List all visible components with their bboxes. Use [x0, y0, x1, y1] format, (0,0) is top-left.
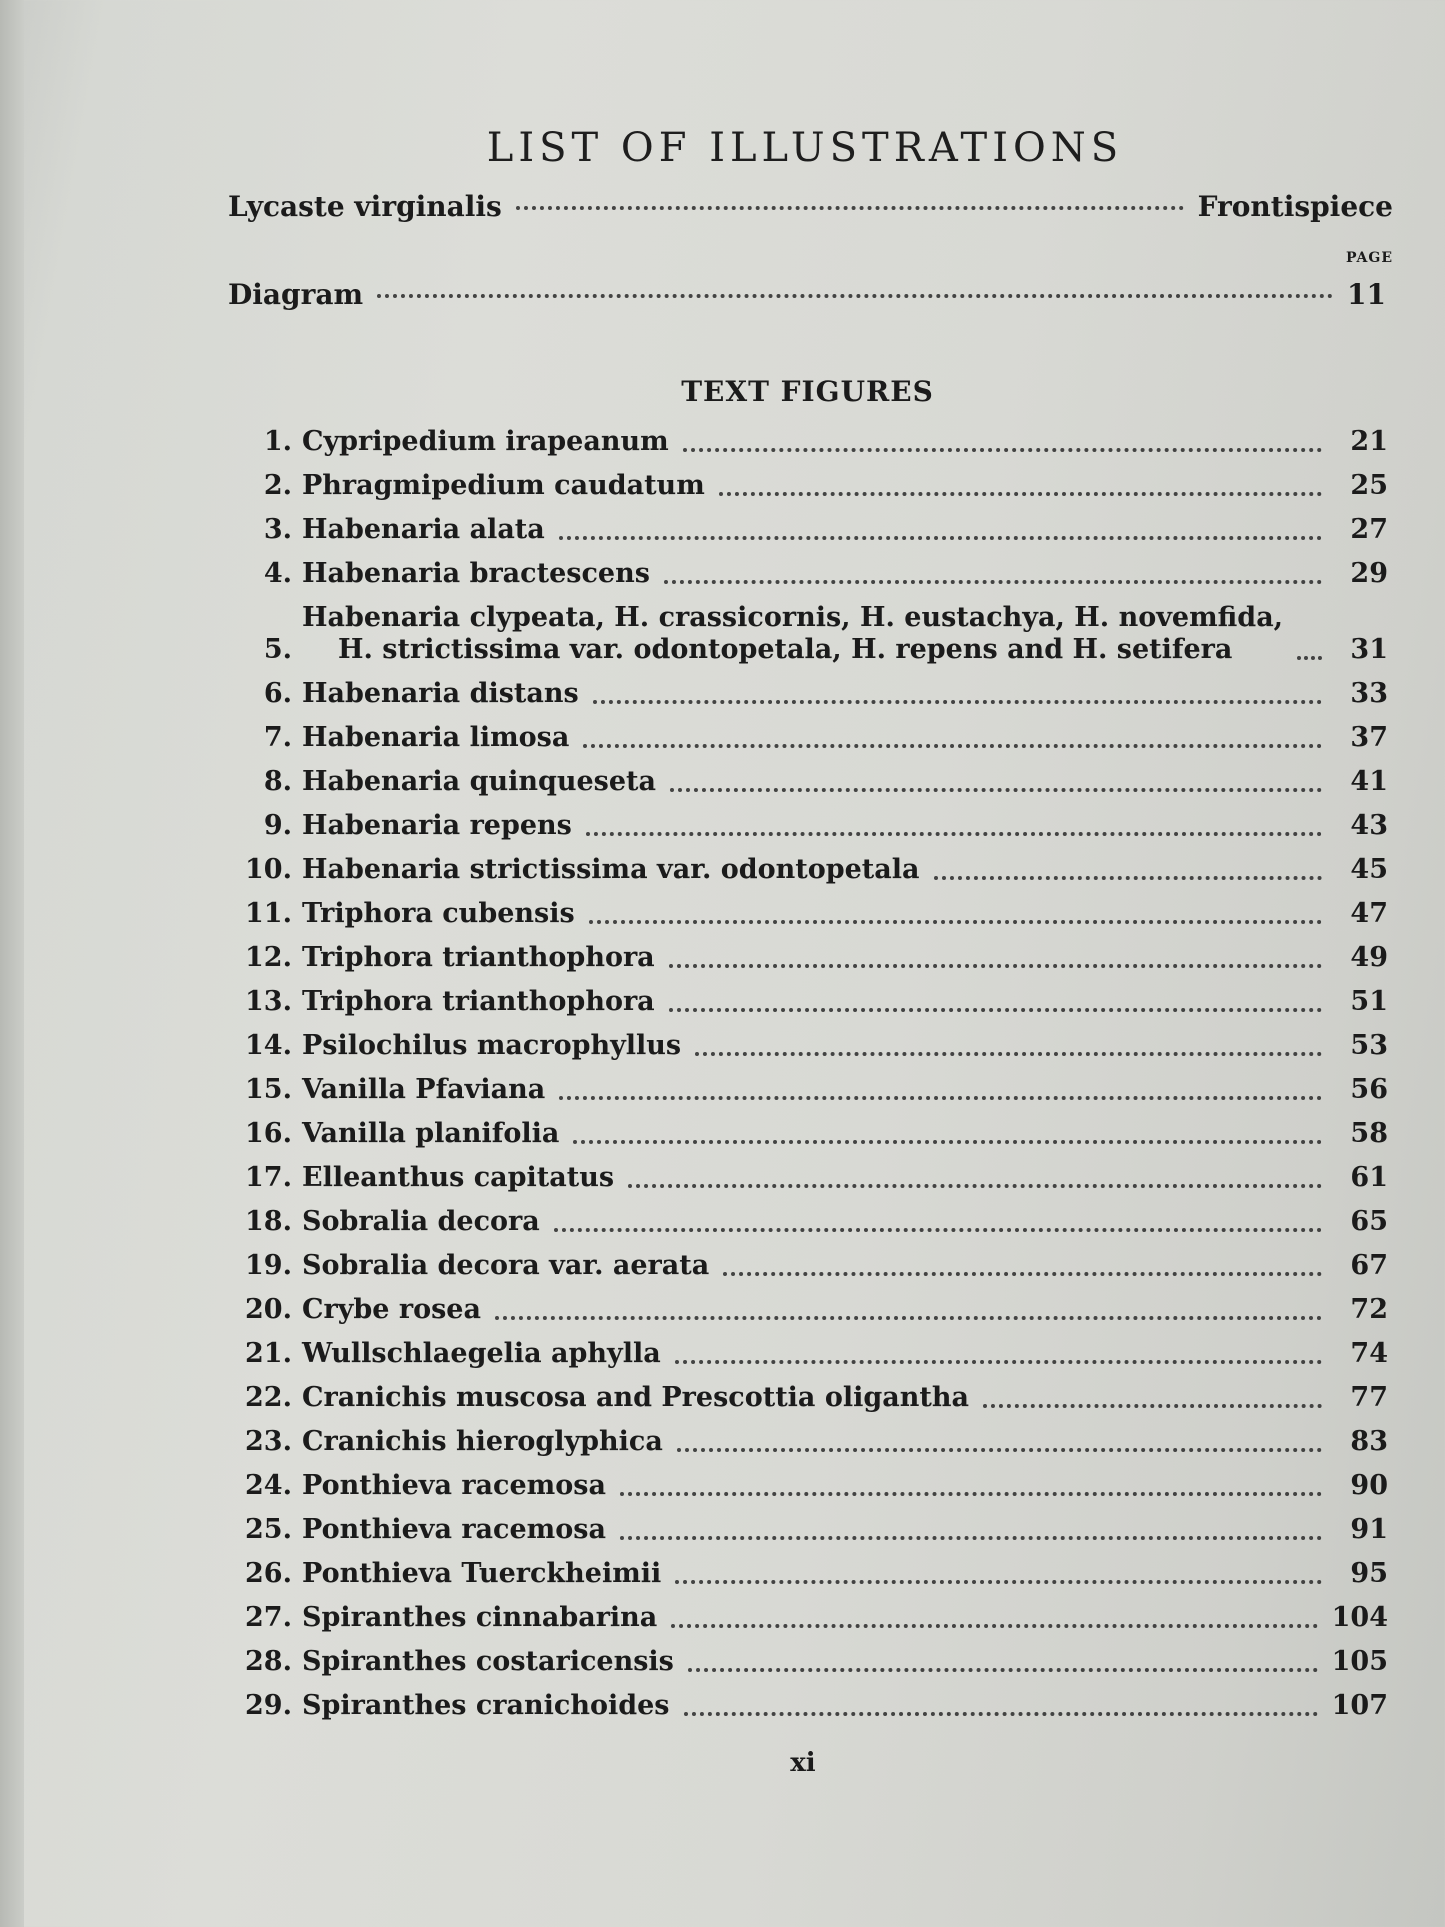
figure-entry	[228, 1470, 1388, 1502]
diagram-label: Diagram	[228, 278, 364, 311]
dot-leader	[559, 536, 1322, 540]
figure-number: 19.	[245, 1250, 292, 1281]
figure-entry	[228, 1514, 1388, 1546]
figure-number: 15.	[245, 1074, 292, 1105]
figure-number: 17.	[245, 1162, 292, 1193]
frontispiece-entry	[228, 190, 1393, 223]
figure-number: 18.	[245, 1206, 292, 1237]
figure-page: 37	[1350, 722, 1388, 753]
figure-title	[302, 1690, 670, 1722]
figure-page: 29	[1350, 558, 1388, 589]
figure-title-line: Psilochilus macrophyllus	[302, 1030, 682, 1061]
figure-number: 11.	[245, 898, 292, 929]
dot-leader	[664, 580, 1322, 584]
figure-title	[302, 678, 579, 710]
figure-page: 21	[1350, 426, 1388, 457]
figure-title-line: Cypripedium irapeanum	[302, 426, 669, 457]
diagram-entry	[228, 278, 1386, 311]
figure-title-line: Triphora cubensis	[302, 898, 575, 929]
figure-number: 1.	[263, 426, 292, 457]
figure-entry	[228, 1074, 1388, 1106]
figure-title-line: Ponthieva Tuerckheimii	[302, 1558, 662, 1589]
figure-number: 2.	[263, 470, 292, 501]
figure-title	[302, 722, 569, 754]
dot-leader	[516, 206, 1184, 210]
figure-title	[302, 1470, 606, 1502]
page-title: LIST OF ILLUSTRATIONS	[486, 124, 1124, 171]
figure-entry	[228, 942, 1388, 974]
figure-title-line: Triphora trianthophora	[302, 942, 655, 973]
figure-number: 12.	[245, 942, 292, 973]
figure-page: 67	[1350, 1250, 1388, 1281]
figure-page: 56	[1350, 1074, 1388, 1105]
figure-entry	[228, 986, 1388, 1018]
figure-title	[302, 1558, 661, 1590]
figure-title	[302, 1074, 545, 1106]
dot-leader	[669, 1008, 1322, 1012]
figure-entry	[228, 678, 1388, 710]
figure-title	[302, 1602, 657, 1634]
figure-page: 77	[1350, 1382, 1388, 1413]
figure-title-line: Ponthieva racemosa	[302, 1470, 606, 1501]
figure-title-line: Crybe rosea	[302, 1294, 481, 1325]
section-title: TEXT FIGURES	[681, 375, 934, 408]
figure-page: 47	[1350, 898, 1388, 929]
figure-page: 90	[1350, 1470, 1388, 1501]
figure-title-line: Spiranthes cinnabarina	[302, 1602, 658, 1633]
figure-title-line: Habenaria strictissima var. odontopetala	[302, 854, 920, 885]
figure-entry	[228, 514, 1388, 546]
figure-entry	[228, 1646, 1388, 1678]
figure-page: 45	[1350, 854, 1388, 885]
figure-title-line: Vanilla Pfaviana	[302, 1074, 546, 1105]
dot-leader	[593, 700, 1322, 704]
figure-title	[302, 1118, 559, 1150]
dot-leader	[1297, 656, 1322, 660]
figure-entry	[228, 1294, 1388, 1326]
figure-title-line: Habenaria alata	[302, 514, 545, 545]
dot-leader	[683, 448, 1322, 452]
figure-title	[302, 1162, 614, 1194]
figure-page: 83	[1350, 1426, 1388, 1457]
dot-leader	[723, 1272, 1322, 1276]
figure-page: 107	[1331, 1690, 1388, 1721]
figure-number: 3.	[263, 514, 292, 545]
figure-title-line: Elleanthus capitatus	[302, 1162, 615, 1193]
figure-page: 49	[1350, 942, 1388, 973]
figure-number: 6.	[263, 678, 292, 709]
figure-number: 21.	[245, 1338, 292, 1369]
figure-title-line: Triphora trianthophora	[302, 986, 655, 1017]
figure-title-line: Cranichis hieroglyphica	[302, 1426, 663, 1457]
dot-leader	[620, 1492, 1322, 1496]
page-number: xi	[790, 1748, 816, 1778]
figure-title-line: Spiranthes cranichoides	[302, 1690, 670, 1721]
figure-number: 22.	[245, 1382, 292, 1413]
figure-page: 25	[1350, 470, 1388, 501]
figure-title	[302, 1250, 709, 1282]
dot-leader	[675, 1360, 1322, 1364]
dot-leader	[573, 1140, 1322, 1144]
figure-number: 10.	[245, 854, 292, 885]
figure-entry	[228, 1030, 1388, 1062]
figure-number: 5.	[263, 634, 292, 665]
figure-number: 24.	[245, 1470, 292, 1501]
figure-title	[302, 1514, 606, 1546]
figure-title	[302, 898, 575, 930]
figure-title-line: Habenaria clypeata, H. crassicornis, H. eustachya, H. novemfida,	[302, 602, 1284, 633]
dot-leader	[495, 1316, 1322, 1320]
figure-title-line: Sobralia decora	[302, 1206, 540, 1237]
figure-number: 23.	[245, 1426, 292, 1457]
figure-page: 31	[1350, 634, 1388, 665]
figure-page: 51	[1350, 986, 1388, 1017]
dot-leader	[586, 832, 1322, 836]
figure-entry	[228, 810, 1388, 842]
frontispiece-position: Frontispiece	[1197, 190, 1393, 223]
figure-title	[302, 1206, 540, 1238]
figure-number: 14.	[245, 1030, 292, 1061]
figure-entry	[228, 766, 1388, 798]
figure-title-line: Cranichis muscosa and Prescottia oligantha	[302, 1382, 969, 1413]
dot-leader	[377, 294, 1333, 298]
figure-number: 13.	[245, 986, 292, 1017]
figure-title	[302, 470, 705, 502]
figure-number: 27.	[245, 1602, 292, 1633]
figure-title	[302, 426, 669, 458]
dot-leader	[695, 1052, 1322, 1056]
figure-page: 105	[1331, 1646, 1388, 1677]
figure-number: 16.	[245, 1118, 292, 1149]
figure-entry	[228, 1690, 1388, 1722]
figure-entry	[228, 602, 1388, 666]
figure-number: 20.	[245, 1294, 292, 1325]
figure-title-line: Spiranthes costaricensis	[302, 1646, 674, 1677]
figure-page: 65	[1350, 1206, 1388, 1237]
figure-list	[228, 426, 1388, 1734]
figure-entry	[228, 558, 1388, 590]
figure-title	[302, 1646, 674, 1678]
figure-entry	[228, 1382, 1388, 1414]
figure-page: 72	[1350, 1294, 1388, 1325]
dot-leader	[670, 788, 1322, 792]
dot-leader	[589, 920, 1322, 924]
figure-title	[302, 514, 545, 546]
dot-leader	[983, 1404, 1322, 1408]
figure-page: 58	[1350, 1118, 1388, 1149]
figure-number: 28.	[245, 1646, 292, 1677]
dot-leader	[934, 876, 1322, 880]
figure-title-line: Sobralia decora var. aerata	[302, 1250, 710, 1281]
figure-title	[302, 1294, 481, 1326]
figure-title-line: Wullschlaegelia aphylla	[302, 1338, 661, 1369]
figure-page: 91	[1350, 1514, 1388, 1545]
figure-entry	[228, 426, 1388, 458]
figure-title	[302, 986, 655, 1018]
figure-title	[302, 1030, 681, 1062]
figure-title	[302, 854, 920, 886]
figure-page: 33	[1350, 678, 1388, 709]
dot-leader	[628, 1184, 1322, 1188]
figure-entry	[228, 470, 1388, 502]
figure-title	[302, 1426, 663, 1458]
figure-title	[302, 558, 650, 590]
figure-title-line: Vanilla planifolia	[302, 1118, 560, 1149]
figure-title-line: Phragmipedium caudatum	[302, 470, 705, 501]
dot-leader	[675, 1580, 1322, 1584]
figure-title	[302, 1382, 969, 1414]
dot-leader	[688, 1668, 1318, 1672]
figure-entry	[228, 1338, 1388, 1370]
figure-entry	[228, 1558, 1388, 1590]
dot-leader	[719, 492, 1322, 496]
figure-title-line: Habenaria distans	[302, 678, 579, 709]
figure-page: 95	[1350, 1558, 1388, 1589]
figure-title-line: H. strictissima var. odontopetala, H. repens and H. setifera	[338, 634, 1233, 665]
figure-title	[302, 1338, 661, 1370]
figure-title	[302, 602, 1283, 666]
dot-leader	[671, 1624, 1317, 1628]
figure-entry	[228, 722, 1388, 754]
frontispiece-label: Lycaste virginalis	[228, 190, 502, 223]
figure-page: 27	[1350, 514, 1388, 545]
figure-number: 8.	[263, 766, 292, 797]
page-column-heading: PAGE	[1346, 250, 1393, 266]
figure-title-line: Habenaria repens	[302, 810, 572, 841]
figure-title-line: Habenaria limosa	[302, 722, 570, 753]
figure-page: 41	[1350, 766, 1388, 797]
figure-title-line: Habenaria quinqueseta	[302, 766, 656, 797]
dot-leader	[669, 964, 1322, 968]
figure-number: 25.	[245, 1514, 292, 1545]
figure-title-line: Habenaria bractescens	[302, 558, 650, 589]
figure-entry	[228, 1118, 1388, 1150]
figure-entry	[228, 1162, 1388, 1194]
dot-leader	[620, 1536, 1322, 1540]
figure-entry	[228, 1206, 1388, 1238]
figure-number: 7.	[263, 722, 292, 753]
figure-title	[302, 810, 572, 842]
figure-title	[302, 766, 656, 798]
figure-entry	[228, 1250, 1388, 1282]
figure-number: 9.	[263, 810, 292, 841]
figure-page: 53	[1350, 1030, 1388, 1061]
figure-page: 43	[1350, 810, 1388, 841]
figure-page: 74	[1350, 1338, 1388, 1369]
figure-entry	[228, 854, 1388, 886]
figure-number: 29.	[245, 1690, 292, 1721]
figure-number: 26.	[245, 1558, 292, 1589]
figure-title	[302, 942, 655, 974]
dot-leader	[677, 1448, 1322, 1452]
figure-entry	[228, 898, 1388, 930]
figure-page: 61	[1350, 1162, 1388, 1193]
figure-number: 4.	[263, 558, 292, 589]
figure-page: 104	[1331, 1602, 1388, 1633]
diagram-page: 11	[1347, 278, 1386, 311]
dot-leader	[554, 1228, 1322, 1232]
figure-entry	[228, 1602, 1388, 1634]
figure-title-line: Ponthieva racemosa	[302, 1514, 606, 1545]
figure-entry	[228, 1426, 1388, 1458]
dot-leader	[684, 1712, 1318, 1716]
dot-leader	[583, 744, 1322, 748]
page-edge	[0, 0, 24, 1927]
dot-leader	[559, 1096, 1322, 1100]
